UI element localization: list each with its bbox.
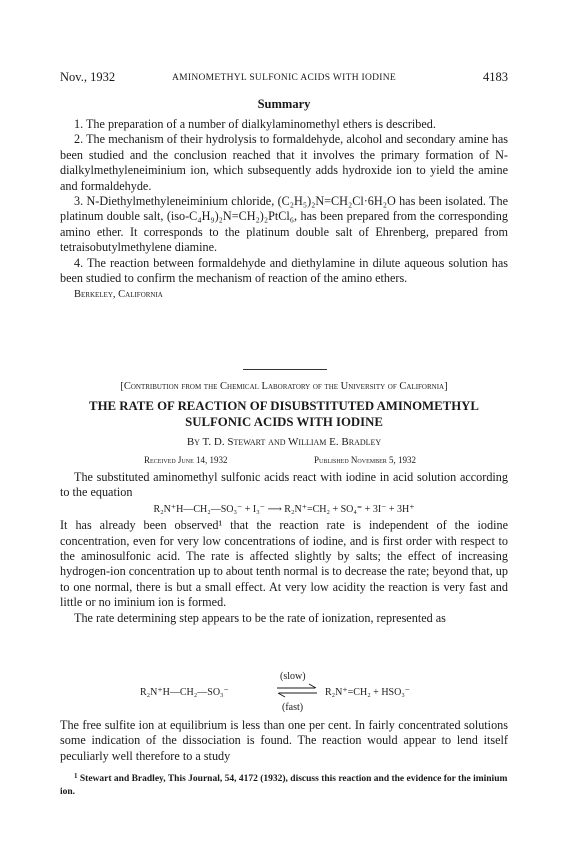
article-authors: By T. D. Stewart and William E. Bradley [186,436,382,448]
equation-1: R₂N⁺H—CH₂—SO₃⁻ + I₃⁻ ⟶ R₂N⁺=CH₂ + SO₄⁼ + 3I⁻ + 3H⁺ [153,503,415,515]
footnote-marker: 1 [74,772,78,780]
received-date: Received June 14, 1932 [144,455,228,465]
section-divider [243,369,327,370]
equation-2-lhs: R₂N⁺H—CH₂—SO₃⁻ [140,687,229,698]
article-title-line-1: THE RATE OF REACTION OF DISUBSTITUTED AMINOMETHYL [89,399,479,413]
published-date: Published November 5, 1932 [314,455,417,465]
contribution-line: [Contribution from the Chemical Laboratory of the University of California] [120,381,448,392]
footnote [60,770,508,798]
article-body [60,470,508,626]
summary-section [60,117,508,303]
body-paragraph-2: It has already been observed¹ that the reaction rate is independent of the iodine concentration, even for very low concentrations of iodine, and is first order with respect to the aminosulfonic acid. The rate is affected slightly by salts; the effect of increasing hydrogen-ion concentration up to about tenth normal is to decrease the rate; beyond that, up to one normal, there is but a small effect. At very low acidity the reaction is very fast and little or no iminium ion is formed. [60,518,508,610]
equation-2-slow-label: (slow) [280,671,306,682]
equation-2-fast-label: (fast) [282,702,304,713]
body-paragraph-3: The rate determining step appears to be the rate of ionization, represented as [74,610,446,625]
equilibrium-arrows-icon [275,682,319,700]
equation-2-rhs: R₂N⁺=CH₂ + HSO₃⁻ [325,687,411,698]
header-page-number: 4183 [483,70,508,84]
article-title-line-2: SULFONIC ACIDS WITH IODINE [185,415,383,429]
header-running-title: AMINOMETHYL SULFONIC ACIDS WITH IODINE [171,73,397,83]
summary-heading: Summary [257,97,311,111]
body-paragraph-4: The free sulfite ion at equilibrium is less than one per cent. In fairly concentrated solutions some indication of the dissociation is found. The reaction would appear to lend itself peculiarly well therefore to a study [60,718,508,763]
summary-item-4: 4. The reaction between formaldehyde and diethylamine in dilute aqueous solution has been studied to confirm the mechanism of reaction of the amino ethers. [60,255,508,286]
footnote-text: Stewart and Bradley, This Journal, 54, 4172 (1932), discuss this reaction and the evidence for the iminium ion. [60,774,508,797]
affiliation: Berkeley, California [74,289,163,301]
article-body-continued [60,718,508,764]
header-date: Nov., 1932 [60,70,116,84]
summary-item-3: 3. N-Diethylmethyleneiminium chloride, (C₂H₅)₂N=CH₂Cl·6H₂O has been isolated. The platinum double salt, (iso-C₄H₉)₂N=CH₂)₂PtCl₆, has been prepared from the corresponding amino ether. It corresponds to the platinum double salt of Ehrenberg, prepared from tetraisobutylmethylene diamine. [60,194,508,255]
running-header [60,70,508,86]
summary-item-1: 1. The preparation of a number of dialkylaminomethyl ethers is described. [74,117,436,131]
body-paragraph-1: The substituted aminomethyl sulfonic acids react with iodine in acid solution according to the equation [60,470,508,500]
article-title [60,398,508,430]
summary-item-2: 2. The mechanism of their hydrolysis to formaldehyde, alcohol and secondary amine has been studied and the conclusion reached that it involves the primary formation of N-dialkylmethyleneiminium ion, which subsequently adds hydroxide ion to yield the amine and formaldehyde. [60,132,508,193]
equation-2 [60,669,508,717]
